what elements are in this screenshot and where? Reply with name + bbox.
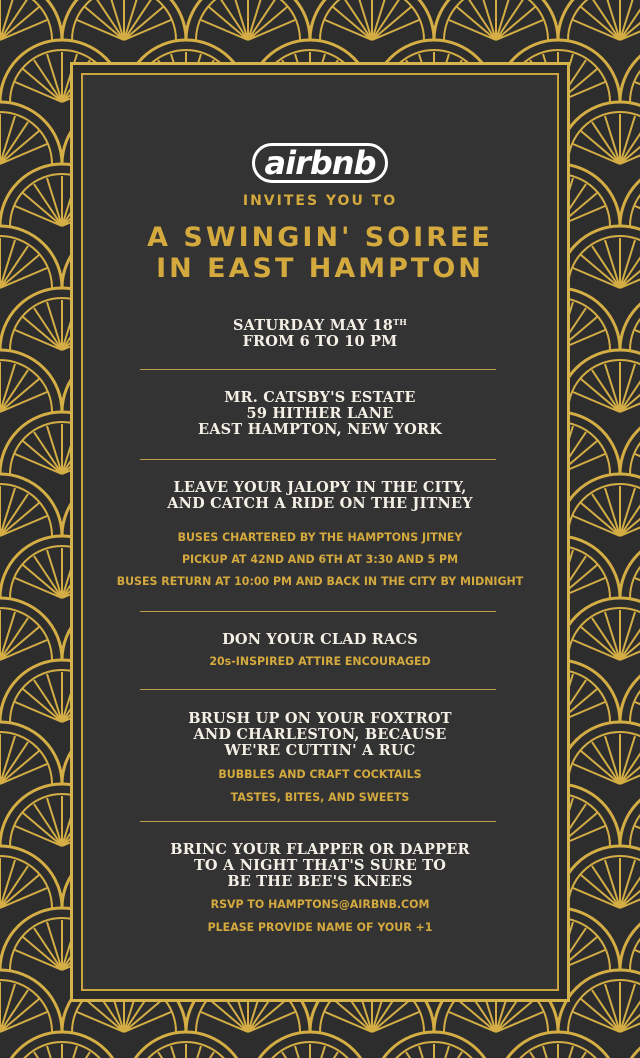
transport-detail1: BUSES CHARTERED BY THE HAMPTONS JITNEY: [177, 530, 463, 545]
rsvp-line2: TO A NIGHT THAT'S SURE TO: [193, 857, 447, 874]
divider: [140, 459, 496, 460]
headline-line2: IN EAST HAMPTON: [156, 253, 484, 284]
transport-detail3: BUSES RETURN AT 10:00 PM AND BACK IN THE CITY BY MIDNIGHT: [116, 574, 524, 589]
venue-city: EAST HAMPTON, NEW YORK: [197, 421, 443, 438]
dance-detail1: BUBBLES AND CRAFT COCKTAILS: [218, 767, 422, 782]
transport-detail2: PICKUP AT 42ND AND 6TH AT 3:30 AND 5 PM: [181, 552, 459, 567]
venue-street: 59 HITHER LANE: [246, 405, 394, 422]
divider: [140, 689, 496, 690]
dance-line1: BRUSH UP ON YOUR FOXTROT: [188, 710, 452, 727]
divider: [140, 821, 496, 822]
time-text: FROM 6 TO 10 PM: [242, 333, 398, 350]
transport-line2: AND CATCH A RIDE ON THE JITNEY: [167, 495, 473, 512]
divider: [140, 611, 496, 612]
rsvp-plus-one-note: PLEASE PROVIDE NAME OF YOUR +1: [207, 920, 433, 935]
date-text: SATURDAY MAY 18TH: [233, 317, 407, 334]
rsvp-line1: BRINC YOUR FLAPPER OR DAPPER: [170, 841, 470, 858]
venue-name: MR. CATSBY'S ESTATE: [224, 389, 416, 406]
rsvp-email[interactable]: RSVP TO HAMPTONS@AIRBNB.COM: [210, 897, 430, 912]
headline-line1: A SWINGIN' SOIREE: [147, 222, 493, 253]
invites-text: INVITES YOU TO: [242, 193, 398, 209]
invitation-card: [83, 75, 557, 989]
dance-line3: WE'RE CUTTIN' A RUC: [224, 742, 416, 759]
attire-line1: DON YOUR CLAD RACS: [222, 631, 418, 648]
divider: [140, 369, 496, 370]
airbnb-logo: airbnb: [83, 143, 557, 183]
dance-detail2: TASTES, BITES, AND SWEETS: [230, 790, 410, 805]
attire-detail1: 20s-INSPIRED ATTIRE ENCOURAGED: [209, 654, 431, 669]
transport-line1: LEAVE YOUR JALOPY IN THE CITY,: [173, 479, 467, 496]
dance-line2: AND CHARLESTON, BECAUSE: [193, 726, 447, 743]
rsvp-line3: BE THE BEE'S KNEES: [227, 873, 413, 890]
